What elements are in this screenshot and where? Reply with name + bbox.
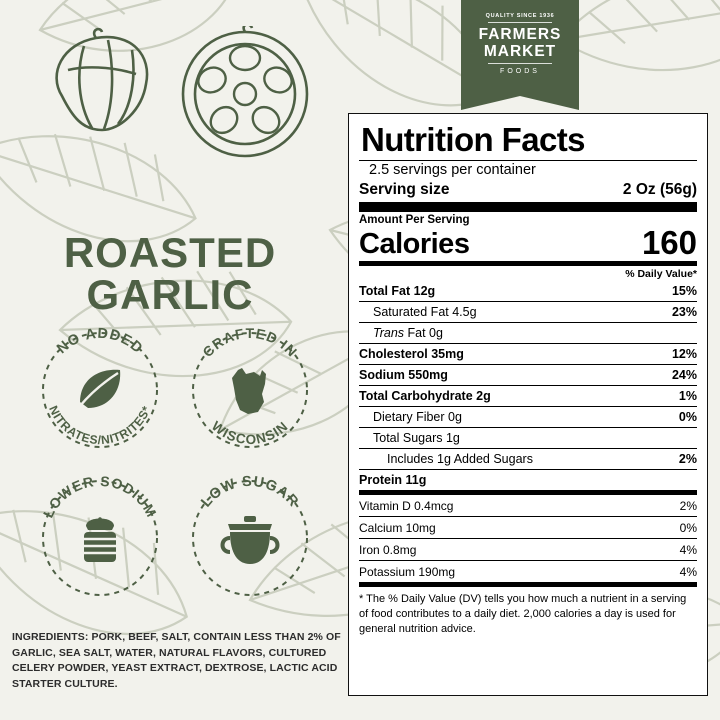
wisconsin-state-icon — [232, 368, 266, 414]
nutrition-facts-panel — [348, 113, 708, 696]
micronutrient-label: Vitamin D 0.4mcg — [359, 498, 454, 513]
micronutrient-daily-value: 4% — [679, 542, 697, 557]
brand-divider-bottom — [488, 63, 552, 64]
badge-lower-sodium — [32, 470, 168, 606]
micronutrient-row — [359, 539, 697, 560]
serving-size-value: 2 Oz (56g) — [622, 181, 697, 198]
nutrient-row — [359, 407, 697, 427]
nutrient-row — [359, 302, 697, 322]
nutrient-daily-value: 23% — [671, 305, 697, 319]
nutrient-label: Total Fat 12g — [359, 284, 436, 298]
nutrient-label: Dietary Fiber 0g — [373, 410, 462, 424]
badge-3-arc-top: LOWER SODIUM — [39, 472, 161, 521]
svg-text:NITRATES/NITRITES* — [46, 404, 154, 448]
nutrient-label: Protein 11g — [359, 473, 427, 487]
brand-divider-top — [488, 22, 552, 23]
sugar-pot-icon — [223, 516, 278, 564]
product-title-line1: ROASTED — [63, 229, 277, 276]
micronutrient-daily-value: 4% — [679, 564, 697, 579]
nutrient-label: Total Sugars 1g — [373, 431, 460, 445]
nutrient-daily-value: 15% — [671, 284, 697, 298]
product-title-line2: GARLIC — [86, 271, 254, 318]
garlic-illustration — [40, 26, 320, 186]
micronutrient-label: Potassium 190mg — [359, 564, 456, 579]
badge-no-added-nitrates — [32, 322, 168, 458]
nutrient-daily-value: 2% — [678, 452, 697, 466]
badge-2-arc-bottom: WISCONSIN — [208, 418, 292, 448]
divider-under-title — [359, 160, 697, 161]
micronutrient-row — [359, 561, 697, 582]
nutrient-daily-value: 1% — [678, 389, 697, 403]
leaf-icon — [80, 370, 120, 408]
micronutrient-daily-value: 2% — [679, 498, 697, 513]
svg-text:CRAFTED IN — [199, 325, 301, 360]
brand-sub-label: FOODS — [500, 68, 540, 75]
svg-text:NO ADDED — [54, 326, 146, 357]
nutrient-row — [359, 386, 697, 406]
nutrient-row — [359, 365, 697, 385]
brand-name-line2: MARKET — [483, 43, 557, 60]
micronutrient-daily-value: 0% — [679, 520, 697, 535]
badge-1-arc-top: NO ADDED — [54, 325, 146, 358]
nutrient-row — [359, 344, 697, 364]
svg-text:LOW SUGAR — [198, 474, 301, 511]
svg-text:LOWER SODIUM — [40, 473, 160, 520]
nutrient-row — [359, 470, 697, 490]
nutrition-facts-title: Nutrition Facts — [361, 121, 585, 158]
nutrient-row — [359, 323, 697, 343]
nutrient-label: Trans Fat 0g — [373, 326, 443, 340]
nutrient-row — [359, 428, 697, 448]
micronutrient-label: Calcium 10mg — [359, 520, 436, 535]
brand-name-line1: FARMERS — [478, 26, 562, 43]
nutrient-daily-value: 12% — [671, 347, 697, 361]
nutrient-daily-value: 24% — [671, 368, 697, 382]
micronutrient-label: Iron 0.8mg — [359, 542, 417, 557]
nutrient-label: Includes 1g Added Sugars — [387, 452, 533, 466]
micronutrient-row — [359, 495, 697, 516]
badge-crafted-in-wisconsin — [182, 322, 318, 458]
badge-2-arc-top: CRAFTED IN — [199, 324, 301, 361]
micronutrient-rows — [359, 495, 697, 582]
claim-badges — [22, 322, 342, 612]
nutrient-row — [359, 281, 697, 301]
nutrient-label: Sodium 550mg — [359, 368, 448, 382]
nutrient-label: Cholesterol 35mg — [359, 347, 464, 361]
badge-low-sugar — [182, 470, 318, 606]
brand-quality-line: QUALITY SINCE 1936 — [485, 13, 555, 19]
svg-text:WISCONSIN — [209, 418, 291, 447]
micronutrient-row — [359, 517, 697, 538]
product-title — [0, 229, 340, 318]
ingredients-text: INGREDIENTS: PORK, BEEF, SALT, CONTAIN LESS THAN 2% OF GARLIC, SEA SALT, WATER, NATURAL FLAVORS, CULTURED CELERY POWDER, YEAST EXTRACT, DEXTROSE, LACTIC ACID STARTER CULTURE. — [12, 631, 341, 690]
daily-value-header: % Daily Value* — [625, 268, 697, 280]
serving-size-label: Serving size — [359, 181, 450, 198]
divider-thick-1 — [359, 202, 697, 212]
servings-per-container: 2.5 servings per container — [369, 162, 536, 178]
badge-4-arc-top: LOW SUGAR — [198, 473, 302, 511]
nutrient-label: Total Carbohydrate 2g — [359, 389, 491, 403]
calories-value: 160 — [641, 224, 697, 261]
nutrient-rows — [359, 281, 697, 490]
brand-badge — [461, 0, 579, 96]
nutrient-row — [359, 449, 697, 469]
badge-1-arc-bottom: NITRATES/NITRITES* — [46, 403, 154, 448]
calories-label: Calories — [359, 228, 470, 260]
amount-per-serving-label: Amount Per Serving — [359, 214, 470, 226]
salt-shaker-icon — [84, 517, 116, 562]
nutrient-daily-value: 0% — [678, 410, 697, 424]
nutrient-label: Saturated Fat 4.5g — [373, 305, 477, 319]
daily-value-footnote: * The % Daily Value (DV) tells you how much a nutrient in a serving of food contributes to a daily diet. 2,000 calories a day is used for general nutrition advice. — [359, 593, 687, 635]
